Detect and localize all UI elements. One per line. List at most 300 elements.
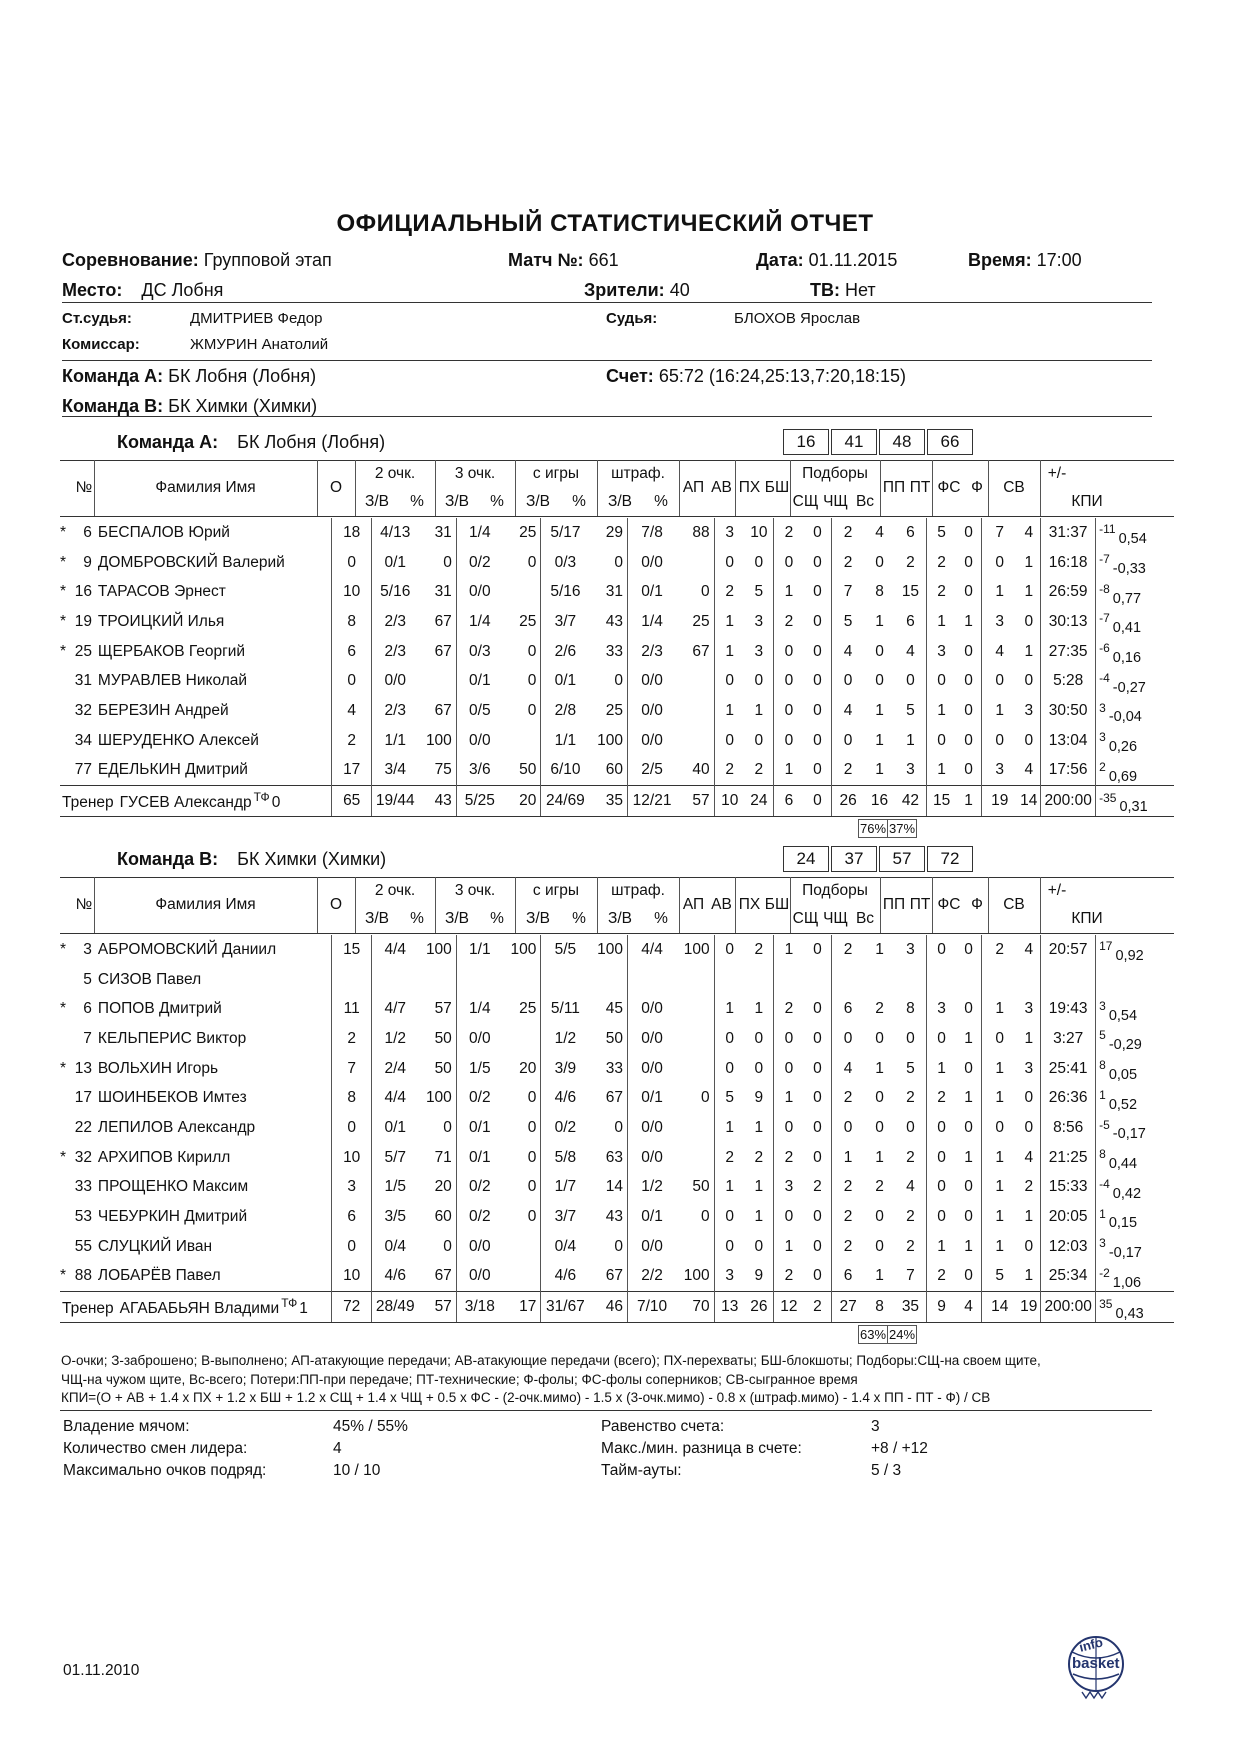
stat-px: 0 [773,1113,804,1143]
stat-s [60,696,75,726]
ref-value: БЛОХОВ Ярослав [734,310,861,327]
column-header: ПТ [909,479,931,496]
stat-name: ЛОБАРЁВ Павел [97,1267,221,1285]
team-b-value: БК Химки (Химки) [168,396,318,416]
kpi: -0,17 [1108,1245,1142,1262]
stat-bsh: 0 [813,1237,822,1255]
team-b-heading [117,849,386,870]
plus-minus: -7 [1099,552,1110,567]
kpi: 0,44 [1108,1156,1138,1173]
stat-ap: 1 [714,1113,745,1143]
plus-minus-kpi-cell [1096,1292,1174,1323]
column-separator [932,460,933,516]
stat-s: * [60,523,67,541]
divider [62,360,1152,361]
stat-pp: 0 [927,1173,957,1203]
place-value: ДС Лобня [141,280,224,300]
plus-minus: -11 [1099,522,1116,537]
stat-p3: 0/5 [456,696,503,726]
player-row [60,1024,1174,1054]
column-header: З/В [607,910,632,927]
stat-pp: 9 [927,1292,957,1323]
stat-p3p: 0 [527,1118,537,1136]
stat-fg: 0/3 [541,548,590,578]
stat-px: 6 [773,786,804,817]
stat-bsh: 0 [813,1029,822,1047]
stat-ft: 0/0 [628,726,677,756]
stat-p3p [503,1024,541,1054]
stat-bsh: 2 [813,1178,822,1196]
stat-p2: 28/49 [372,1292,419,1323]
stat-p3: 0/1 [456,666,503,696]
column-header: 3 очк. [454,465,496,482]
stat-fs: 14 [982,1292,1018,1323]
stat-sch: 6 [831,994,864,1024]
stat-fg: 31/67 [541,1292,590,1323]
stat-name: КЕЛЬПЕРИС Виктор [97,1029,247,1047]
stat-fs: 1 [982,577,1018,607]
stat-fs: 1 [982,994,1018,1024]
stat-vs: 3 [906,761,915,779]
stat-p3: 1/4 [456,607,503,637]
stat-ftp: 70 [676,1292,714,1323]
stat-f: 0 [1024,612,1034,630]
stat-no: 16 [74,583,93,601]
stat-fgp: 100 [597,940,624,958]
stat-ft: 1/4 [628,607,677,637]
kpi: 0,26 [1108,739,1138,756]
stat-name: ПОПОВ Дмитрий [97,1000,222,1018]
stat-vs: 2 [906,1237,915,1255]
competition-label: Соревнование: [62,250,199,270]
column-header: % [410,910,424,927]
stat-sch: 0 [831,666,864,696]
stat-sch: 7 [831,577,864,607]
team-a-rebound-pct [858,819,916,838]
stat-p2: 5/16 [372,577,419,607]
stat-fs: 4 [982,637,1018,667]
time-value: 17:00 [1036,250,1082,270]
stat-sv [1041,965,1096,995]
player-row [60,637,1174,667]
stat-sv: 15:33 [1041,1173,1096,1203]
player-row [60,548,1174,578]
stat-p2: 0/0 [372,666,419,696]
stat-f: 4 [1024,1148,1034,1166]
stat-sv: 26:59 [1041,577,1096,607]
column-header: Ф [971,896,983,913]
player-row [60,965,1174,995]
stat-f: 0 [1024,1237,1034,1255]
stat-fg: 0/4 [541,1232,590,1262]
column-header: 3 очк. [454,882,496,899]
quarter-score: 72 [927,846,973,872]
stat-sch: 2 [831,518,864,548]
stat-vs: 0 [906,1118,915,1136]
stat-p3: 0/1 [456,1113,503,1143]
column-separator [94,877,95,933]
stat-f: 1 [1024,553,1034,571]
stat-p2p: 100 [425,731,452,749]
plus-minus: -35 [1099,790,1117,805]
stat-fs: 0 [982,666,1018,696]
tv-value: Нет [845,280,876,300]
stat-p3p: 100 [510,940,537,958]
column-header: +/- [1047,465,1067,482]
stat-ftp [676,994,714,1024]
stat-pp: 1 [927,696,957,726]
plus-minus-kpi-cell [1096,1232,1174,1262]
stat-pt: 0 [964,523,973,541]
table-header-rule [60,516,1174,517]
stat-bsh [804,965,831,995]
stat-p2: 0/1 [372,1113,419,1143]
stat-p3p: 25 [519,612,537,630]
stat-sv: 30:50 [1041,696,1096,726]
column-header: Фамилия Имя [155,896,256,913]
stat-f: 1 [1024,1029,1034,1047]
column-header: З/В [525,493,550,510]
stat-no: 53 [74,1208,93,1226]
stat-pt: 0 [964,701,973,719]
stat-sch: 6 [831,1262,864,1292]
column-header: ЧЩ [823,493,848,510]
stat-s [60,1232,75,1262]
stat-av: 2 [754,1148,764,1166]
stat-p2: 4/7 [372,994,419,1024]
stat-name: ШОИНБЕКОВ Имтез [97,1089,247,1107]
stat-ftp [676,1113,714,1143]
stat-p2: 1/1 [372,726,419,756]
stat-ap: 0 [714,1202,745,1232]
column-header: % [490,910,504,927]
stat-p2p [418,666,456,696]
column-separator [988,460,989,516]
column-header: З/В [607,493,632,510]
stat-sv: 30:13 [1041,607,1096,637]
column-header: АП [682,479,705,496]
stat-pt: 1 [964,612,973,630]
column-header: ПП [882,479,906,496]
stat-chch: 0 [875,1089,884,1107]
stat-px: 2 [773,607,804,637]
stat-pp: 0 [927,1202,957,1232]
stat-pp: 3 [927,994,957,1024]
basketball-logo-icon [1060,1618,1132,1704]
stat-p2p: 67 [434,642,452,660]
column-header: ПХ [738,896,761,913]
chief-ref-value: ДМИТРИЕВ Федор [190,310,323,327]
kpi: 1,06 [1112,1274,1142,1291]
stat-sch: 4 [831,1054,864,1084]
column-header: КПИ [1071,493,1103,510]
stat-ap: 0 [714,666,745,696]
column-separator [1040,877,1041,933]
player-row [60,518,1174,548]
plus-minus: 17 [1099,939,1113,954]
stat-p3: 3/18 [456,1292,503,1323]
stat-pt: 1 [964,1237,973,1255]
team-a-heading-label: Команда А: [117,432,219,452]
stat-fgp: 63 [605,1148,624,1166]
column-separator [735,460,736,516]
stat-s: * [60,612,67,630]
stat-bsh: 0 [813,583,822,601]
stat-pts: 18 [332,518,372,548]
stat-sv: 200:00 [1041,1292,1096,1323]
stat-chch: 1 [875,940,884,958]
column-header: с игры [532,882,580,899]
stat-ft: 0/1 [628,577,677,607]
plus-minus-kpi-cell [1096,1113,1174,1143]
stat-ap: 1 [714,637,745,667]
stat-chch: 1 [875,761,884,779]
stat-pts: 2 [332,1024,372,1054]
kpi: -0,17 [1112,1126,1146,1143]
stat-p3p: 0 [527,1148,537,1166]
lead-changes-label: Количество смен лидера: [63,1440,248,1457]
stat-p2p: 100 [425,1089,452,1107]
stat-pts: 65 [332,786,372,817]
plus-minus-kpi-cell [1096,518,1174,548]
stat-p2p: 20 [434,1178,452,1196]
stat-p3: 0/2 [456,1173,503,1203]
stat-fg: 1/7 [541,1173,590,1203]
column-header: СВ [1003,479,1025,496]
column-header: штраф. [611,882,665,899]
commissioner [62,336,140,353]
column-header: 2 очк. [374,465,416,482]
stat-ft: 0/0 [628,696,677,726]
legend-line: О-очки; З-заброшено; В-выполнено; АП-атакующие передачи; АВ-атакующие передачи (всего); ПХ-перехваты; БШ-блокшоты; Подборы:СЩ-на своем щите, [61,1353,1041,1368]
column-header: Вс [855,493,875,510]
plus-minus: -6 [1099,641,1110,656]
stat-px: 1 [773,935,804,965]
stat-pts [332,965,372,995]
stat-pt: 1 [964,1148,973,1166]
stat-ftp: 100 [683,1267,710,1285]
stat-ft: 0/1 [628,1202,677,1232]
stat-av: 2 [754,940,764,958]
stat-fs: 1 [982,1202,1018,1232]
stat-pp: 1 [927,756,957,786]
stat-ft: 2/3 [628,637,677,667]
stat-px: 1 [773,577,804,607]
stat-f: 14 [1017,786,1040,817]
stat-vs [895,965,927,995]
stat-p3: 0/0 [456,1024,503,1054]
stat-ftp [676,1024,714,1054]
stat-ap: 0 [714,548,745,578]
stat-sch: 4 [831,637,864,667]
referee-label-wrap [606,310,657,327]
stat-bsh: 0 [813,1059,822,1077]
stat-pts: 11 [332,994,372,1024]
plus-minus-kpi-cell [1096,1173,1174,1203]
team-b-stats-table [60,935,1174,1323]
spectators-label: Зрители: [584,280,665,300]
stat-ap: 3 [714,518,745,548]
plus-minus: 1 [1099,1087,1106,1102]
max-run-value: 10 / 10 [333,1462,381,1479]
date-label: Дата: [756,250,804,270]
column-separator [355,877,356,933]
stat-pts: 10 [332,1262,372,1292]
stat-bsh: 0 [813,701,822,719]
player-row [60,1113,1174,1143]
spectators-value: 40 [669,280,690,300]
stat-fgp: 33 [605,1059,624,1077]
stat-p2: 3/4 [372,756,419,786]
svg-text:info: info [1077,1634,1105,1655]
stat-sch: 0 [831,1113,864,1143]
stat-pt [956,965,981,995]
kpi: 0,05 [1108,1067,1138,1083]
stat-bsh: 0 [813,1089,822,1107]
stat-chch: 0 [875,642,884,660]
stat-pts: 4 [332,696,372,726]
stat-bsh: 0 [813,1000,822,1018]
stat-fgp: 0 [614,1118,624,1136]
kpi: 0,31 [1119,799,1148,816]
column-header: Ф [971,479,983,496]
stat-pp: 2 [927,577,957,607]
stat-ft: 4/4 [628,935,677,965]
rebound-off-pct: 24% [888,1327,916,1342]
stat-fs: 1 [982,696,1018,726]
player-row [60,577,1174,607]
stat-no: 7 [83,1029,92,1047]
player-row [60,1173,1174,1203]
stat-f: 3 [1024,1000,1034,1018]
stat-fgp: 29 [605,523,624,541]
match-value: 661 [588,250,619,270]
stat-p3p: 17 [503,1292,541,1323]
team-b-heading-label: Команда В: [117,849,219,869]
player-row [60,1143,1174,1173]
stat-chch: 1 [875,1267,884,1285]
kpi: -0,27 [1112,679,1146,696]
plus-minus-kpi-cell [1096,1143,1174,1173]
stat-s [60,1024,75,1054]
stat-s: * [60,583,67,601]
stat-fs [982,965,1018,995]
column-separator [435,460,436,516]
stat-px: 0 [773,1054,804,1084]
column-separator [597,877,598,933]
stat-pt: 0 [964,672,973,690]
plus-minus-kpi-cell [1096,756,1174,786]
column-header: Фамилия Имя [155,479,256,496]
stat-no: 22 [74,1118,93,1136]
stat-name: ТАРАСОВ Эрнест [97,583,226,601]
stat-p2p: 57 [434,1000,452,1018]
team-a-quarter-scores [783,429,975,455]
stat-f: 3 [1024,701,1034,719]
team-b-rebound-pct [858,1325,916,1344]
stat-chch: 0 [875,1118,884,1136]
stat-av: 0 [754,1029,764,1047]
stat-sv: 5:28 [1041,666,1096,696]
stat-p3: 0/1 [456,1143,503,1173]
stat-p3: 0/2 [456,1202,503,1232]
max-run-label: Максимально очков подряд: [63,1462,267,1479]
stat-ftp: 25 [692,612,710,630]
kpi: 0,41 [1112,620,1142,637]
tv [810,280,876,301]
stat-px: 0 [773,696,804,726]
column-header: +/- [1047,882,1067,899]
stat-fg: 3/7 [541,607,590,637]
ties-label: Равенство счета: [601,1418,725,1435]
stat-pts: 2 [332,726,372,756]
plus-minus-kpi-cell [1096,1054,1174,1084]
plus-minus-kpi-cell [1096,1262,1174,1292]
match-time [968,250,1082,271]
plus-minus: 3 [1099,730,1106,745]
stat-sch: 0 [831,1024,864,1054]
stat-bsh: 2 [804,1292,831,1323]
rebound-def-pct: 63% [859,1327,887,1342]
stat-bsh: 0 [813,612,822,630]
trainer-label: Тренер [62,794,114,812]
stat-ft: 0/0 [628,1054,677,1084]
stat-ap: 1 [714,994,745,1024]
plus-minus: -8 [1099,581,1110,596]
stat-fg: 3/7 [541,1202,590,1232]
stat-pp [927,965,957,995]
commissioner-label: Комиссар: [62,336,140,353]
stat-fg: 4/6 [541,1083,590,1113]
column-separator [597,460,598,516]
stat-fs: 1 [982,1232,1018,1262]
column-header: З/В [525,910,550,927]
competition-value: Групповой этап [203,250,332,270]
stat-p3: 3/6 [456,756,503,786]
stat-ap: 10 [714,786,745,817]
score-value: 65:72 (16:24,25:13,7:20,18:15) [658,366,907,386]
stat-fs: 1 [982,1083,1018,1113]
stat-pts: 15 [332,935,372,965]
stat-p3: 0/2 [456,548,503,578]
column-separator [317,460,318,516]
stat-p2: 5/7 [372,1143,419,1173]
stat-sch: 4 [831,696,864,726]
stat-sch: 0 [831,726,864,756]
quarter-score: 24 [783,846,829,872]
stat-p2p: 43 [418,786,456,817]
plus-minus: 5 [1099,1028,1106,1043]
stat-chch: 4 [875,523,884,541]
stat-av: 3 [754,612,764,630]
possession-value: 45% / 55% [333,1418,408,1435]
column-header: АВ [711,896,732,913]
stat-p3: 0/0 [456,726,503,756]
column-header: СЩ [792,910,819,927]
stat-av: 2 [754,761,764,779]
stat-bsh: 0 [813,523,822,541]
stat-name: АБРОМОВСКИЙ Даниил [97,940,277,958]
player-row [60,1232,1174,1262]
stat-s: * [60,1059,67,1077]
team-a-heading-name: БК Лобня (Лобня) [237,432,386,452]
stat-fgp: 50 [605,1029,624,1047]
quarter-score: 57 [879,846,925,872]
stat-f: 0 [1024,1118,1034,1136]
column-separator [435,877,436,933]
stat-f: 1 [1024,583,1034,601]
stat-p2: 3/5 [372,1202,419,1232]
